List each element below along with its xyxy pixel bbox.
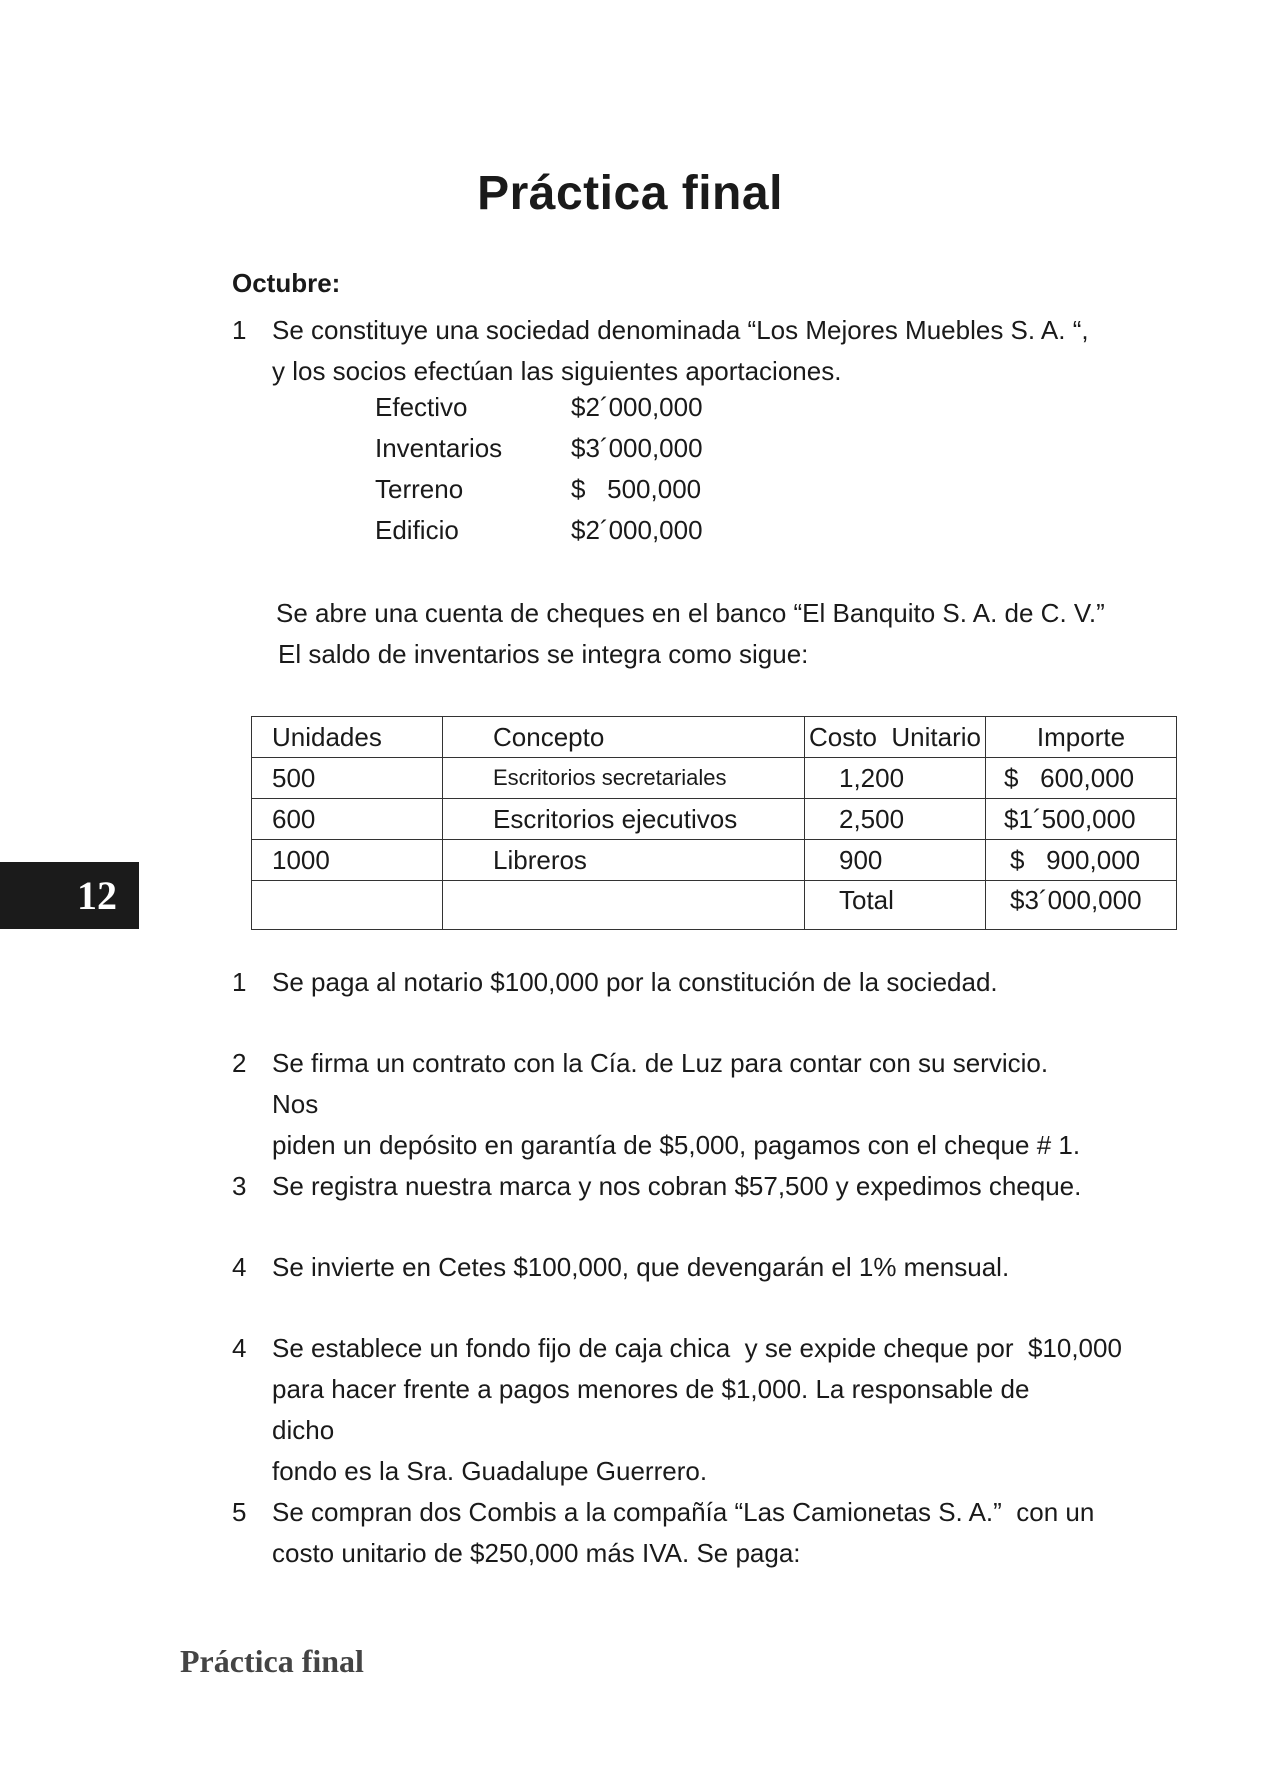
chapter-tab: 12: [0, 862, 139, 929]
item-text: [272, 1328, 1122, 1492]
cell-units: 600: [252, 799, 443, 840]
table-header-row: [252, 717, 1177, 758]
cell-concept: Libreros: [443, 840, 805, 881]
item-number: 3: [232, 1171, 247, 1201]
item-line: para hacer frente a pagos menores de $1,000. La responsable de dicho: [272, 1374, 1030, 1445]
item-text: [272, 1166, 1094, 1207]
list-item: [232, 1492, 1094, 1574]
list-item: [232, 1247, 1094, 1288]
item-line: costo unitario de $250,000 más IVA. Se paga:: [272, 1538, 801, 1568]
cell-total-amount: $3´000,000: [986, 881, 1177, 930]
table-row: [252, 758, 1177, 799]
inventory-table: [251, 716, 1177, 930]
item-number: 5: [232, 1497, 247, 1527]
item-number: 2: [232, 1048, 247, 1078]
cell-total-label: Total: [805, 881, 986, 930]
intro-item: [232, 310, 1094, 392]
cell-concept: Escritorios ejecutivos: [443, 799, 805, 840]
table-row: [252, 799, 1177, 840]
contribution-value: $ 500,000: [571, 474, 702, 504]
contribution-label: Edificio: [375, 515, 459, 545]
table-row: [252, 840, 1177, 881]
cell-units: [252, 881, 443, 930]
item-line: piden un depósito en garantía de $5,000, pagamos con el cheque # 1.: [272, 1130, 1081, 1160]
item-line: Se firma un contrato con la Cía. de Luz para contar con su servicio. Nos: [272, 1048, 1049, 1119]
cell-units: 1000: [252, 840, 443, 881]
cell-units: 500: [252, 758, 443, 799]
contribution-label: Terreno: [375, 474, 464, 504]
list-item: [232, 1043, 1094, 1166]
paragraph-inventory: El saldo de inventarios se integra como sigue:: [278, 639, 809, 669]
month-heading: Octubre:: [232, 268, 341, 298]
item-line: Se establece un fondo fijo de caja chica y se expide cheque por $10,000: [272, 1333, 1122, 1363]
item-number: 4: [232, 1333, 247, 1363]
header-amount: Importe: [986, 717, 1177, 758]
running-footer: Práctica final: [180, 1643, 364, 1679]
item-line: Se constituye una sociedad denominada “Los Mejores Muebles S. A. “,: [272, 315, 1089, 345]
item-line: Se compran dos Combis a la compañía “Las Camionetas S. A.” con un: [272, 1497, 1095, 1527]
contribution-label: Efectivo: [375, 392, 468, 422]
list-item: [232, 1166, 1094, 1207]
cell-concept: Escritorios secretariales: [443, 758, 805, 799]
contribution-value: $2´000,000: [571, 392, 703, 422]
item-line: fondo es la Sra. Guadalupe Guerrero.: [272, 1456, 708, 1486]
cell-amount: $ 900,000: [986, 840, 1177, 881]
contribution-value: $3´000,000: [571, 433, 703, 463]
item-text: [272, 1492, 1094, 1574]
header-units: Unidades: [252, 717, 443, 758]
item-line: y los socios efectúan las siguientes aportaciones.: [272, 356, 842, 386]
list-item: [232, 962, 1094, 1003]
cell-amount: $ 600,000: [986, 758, 1177, 799]
cell-concept: [443, 881, 805, 930]
item-line: Se invierte en Cetes $100,000, que devengarán el 1% mensual.: [272, 1252, 1010, 1282]
cell-unit-cost: 900: [805, 840, 986, 881]
item-line: Se registra nuestra marca y nos cobran $57,500 y expedimos cheque.: [272, 1171, 1082, 1201]
header-concept: Concepto: [443, 717, 805, 758]
item-text: [272, 1247, 1094, 1288]
item-line: Se paga al notario $100,000 por la constitución de la sociedad.: [272, 967, 998, 997]
item-text: [272, 962, 1094, 1003]
item-text: [272, 310, 1094, 392]
paragraph-bank-account: Se abre una cuenta de cheques en el banco “El Banquito S. A. de C. V.”: [276, 598, 1105, 628]
cell-unit-cost: 2,500: [805, 799, 986, 840]
item-number: 4: [232, 1252, 247, 1282]
list-item: [232, 1328, 1122, 1492]
item-number: 1: [232, 315, 247, 345]
cell-unit-cost: 1,200: [805, 758, 986, 799]
contribution-label: Inventarios: [375, 433, 503, 463]
header-unit-cost: Costo Unitario: [805, 717, 986, 758]
contribution-value: $2´000,000: [571, 515, 703, 545]
item-number: 1: [232, 967, 247, 997]
cell-amount: $1´500,000: [986, 799, 1177, 840]
table-total-row: [252, 881, 1177, 930]
page-title: Práctica final: [477, 167, 783, 220]
item-text: [272, 1043, 1094, 1166]
